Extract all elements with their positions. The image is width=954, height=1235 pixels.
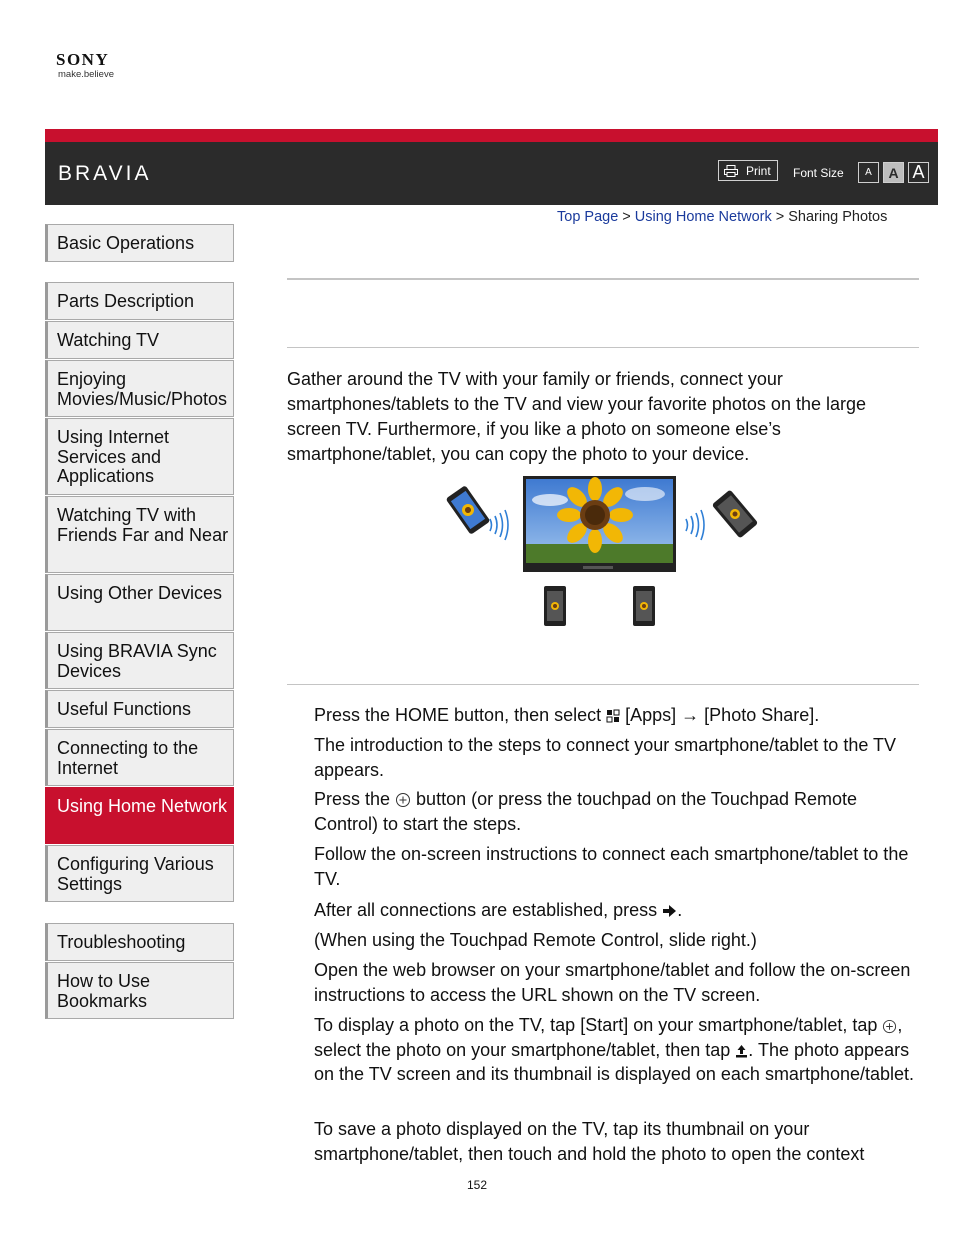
font-size-small-button[interactable]: A [858, 162, 879, 183]
upload-icon [735, 1044, 748, 1058]
font-size-label: Font Size [793, 166, 844, 180]
breadcrumb-separator: > [622, 209, 631, 225]
step-4-text-end: . [677, 900, 683, 920]
step-6-text-mid: , select the photo on your smartphone/tablet, then tap [314, 1015, 903, 1060]
page-number: 152 [467, 1178, 488, 1192]
print-button[interactable] [718, 160, 778, 181]
sidebar-item-useful-functions[interactable]: Useful Functions [45, 690, 234, 728]
step-4-note: (When using the Touchpad Remote Control, slide right.) [314, 930, 757, 950]
sony-logo: SONY [56, 50, 110, 69]
tv-icon [523, 476, 676, 572]
sidebar-item-enjoying-media[interactable]: Enjoying Movies/Music/Photos [45, 360, 234, 417]
breadcrumb-section-link[interactable]: Using Home Network [634, 209, 772, 225]
breadcrumb-current: Sharing Photos [788, 209, 888, 225]
breadcrumb-top-page-link[interactable]: Top Page [557, 209, 619, 225]
smartphone-left-icon [446, 485, 491, 535]
sidebar-item-other-devices[interactable]: Using Other Devices [45, 574, 234, 631]
breadcrumb-separator: > [775, 209, 785, 225]
title-divider [287, 278, 919, 280]
add-icon [882, 1019, 897, 1034]
step-7: To save a photo displayed on the TV, tap its thumbnail on your smartphone/tablet, then touch and hold the photo to open the context [314, 1119, 865, 1164]
step-4 [314, 898, 920, 923]
print-label: Print [746, 163, 771, 178]
breadcrumb [557, 209, 887, 225]
wireless-signal-icon [686, 510, 704, 540]
smartphone-right-icon [712, 489, 759, 538]
sidebar-item-bravia-sync[interactable]: Using BRAVIA Sync Devices [45, 632, 234, 689]
sidebar-item-home-network[interactable]: Using Home Network [45, 787, 234, 844]
bravia-logo: BRAVIA [58, 162, 152, 185]
step-1 [314, 703, 920, 728]
step-1-text-end: [Apps] → [Photo Share]. [620, 705, 820, 725]
step-2-text-end: button (or press the touchpad on the Touchpad Remote Control) to start the steps. [314, 789, 858, 834]
sidebar-item-internet-services[interactable]: Using Internet Services and Applications [45, 418, 234, 495]
smartphone-bottom-right-icon [633, 586, 655, 626]
sidebar-item-troubleshooting[interactable]: Troubleshooting [45, 923, 234, 961]
photo-share-illustration [440, 470, 770, 630]
right-arrow-icon [662, 904, 677, 918]
steps-divider [287, 684, 919, 685]
wireless-signal-icon [490, 510, 508, 540]
step-6-text-end: . The photo appears on the TV screen and its thumbnail is displayed on each smartphone/tablet. [314, 1039, 915, 1084]
header-accent-bar [45, 129, 938, 142]
sidebar-item-bookmarks[interactable]: How to Use Bookmarks [45, 962, 234, 1019]
intro-paragraph: Gather around the TV with your family or friends, connect your smartphones/tablets to the TV and view your favorite photos on the large screen TV. Furthermore, if you like a photo on someone else’s smartphone/tablet, you can copy the photo to your device. [287, 369, 867, 464]
section-divider [287, 347, 919, 348]
sidebar-item-parts-description[interactable]: Parts Description [45, 282, 234, 320]
font-size-medium-button[interactable]: A [883, 162, 904, 183]
apps-icon [606, 709, 620, 723]
step-3: Follow the on-screen instructions to connect each smartphone/tablet to the TV. [314, 844, 909, 889]
printer-icon [724, 165, 738, 177]
sidebar-item-connecting-internet[interactable]: Connecting to the Internet [45, 729, 234, 786]
step-5: Open the web browser on your smartphone/tablet and follow the on-screen instructions to access the URL shown on the TV screen. [314, 960, 911, 1005]
sidebar-item-watching-with-friends[interactable]: Watching TV with Friends Far and Near [45, 496, 234, 573]
font-size-large-button[interactable]: A [908, 162, 929, 183]
step-1-note: The introduction to the steps to connect your smartphone/tablet to the TV appears. [314, 735, 897, 780]
smartphone-bottom-left-icon [544, 586, 566, 626]
step-2-text: Press the [314, 789, 396, 809]
sidebar-item-watching-tv[interactable]: Watching TV [45, 321, 234, 359]
step-6 [314, 1013, 920, 1087]
sidebar-item-basic-operations[interactable]: Basic Operations [45, 224, 234, 262]
enter-button-icon [395, 792, 411, 808]
step-4-text: After all connections are established, press [314, 900, 663, 920]
step-6-text: To display a photo on the TV, tap [Start] on your smartphone/tablet, tap [314, 1015, 883, 1035]
step-1-text: Press the HOME button, then select [314, 705, 607, 725]
sidebar-item-configuring-settings[interactable]: Configuring Various Settings [45, 845, 234, 902]
step-2 [314, 787, 920, 836]
sony-tagline: make.believe [58, 69, 114, 80]
